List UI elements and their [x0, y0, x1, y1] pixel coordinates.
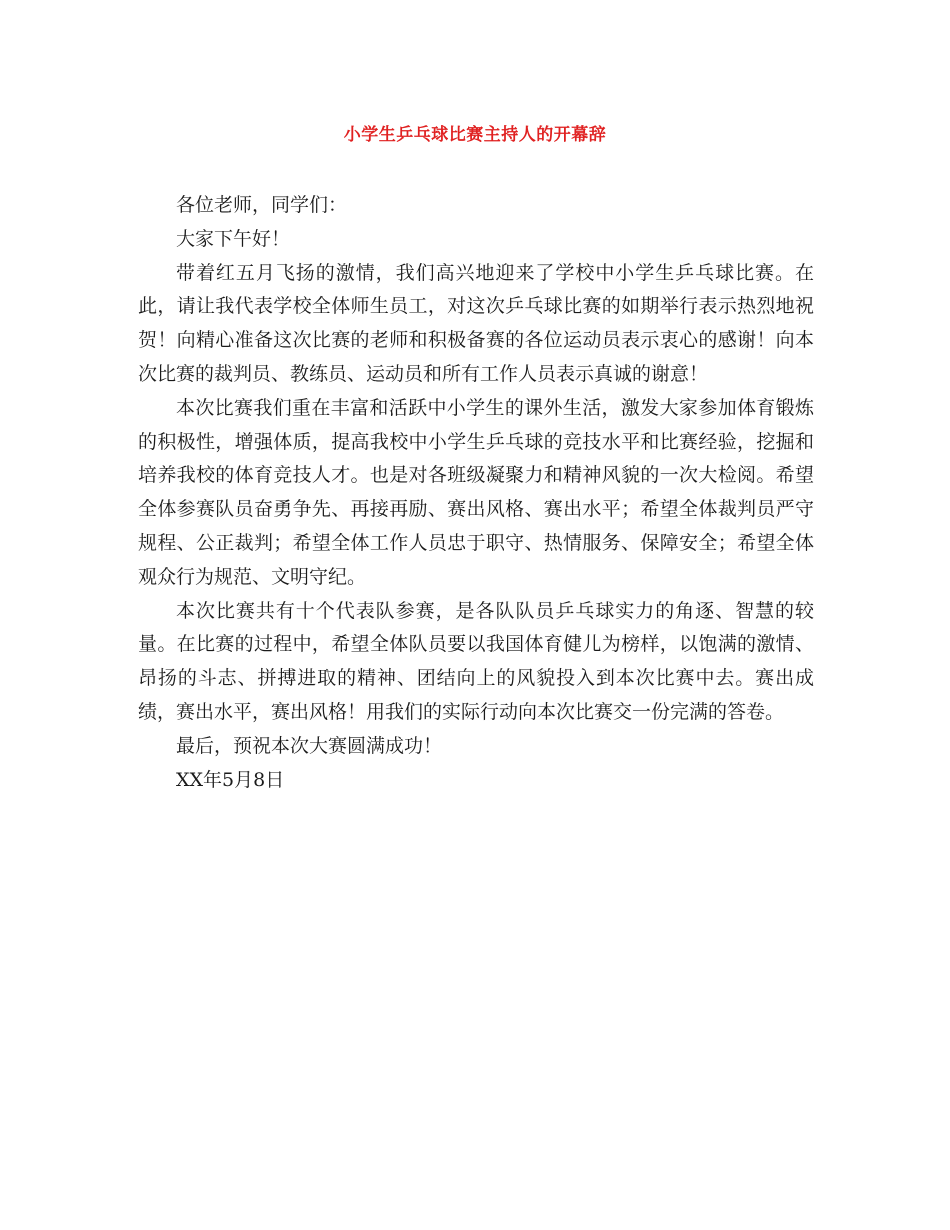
paragraph: 带着红五月飞扬的激情，我们高兴地迎来了学校中小学生乒乓球比赛。在此，请让我代表学校全体师生员工，对这次乒乓球比赛的如期举行表示热烈地祝贺！向精心准备这次比赛的老师和积极备赛的各位运动员表示衷心的感谢！向本次比赛的裁判员、教练员、运动员和所有工作人员表示真诚的谢意！ [138, 261, 814, 385]
document-title: 小学生乒乓球比赛主持人的开幕辞 [343, 125, 607, 145]
paragraph: 本次比赛共有十个代表队参赛，是各队队员乒乓球实力的角逐、智慧的较量。在比赛的过程中，希望全体队员要以我国体育健儿为榜样，以饱满的激情、昂扬的斗志、拼搏进取的精神、团结向上的风貌投入到本次比赛中去。赛出成绩，赛出水平，赛出风格！用我们的实际行动向本次比赛交一份完满的答卷。 [138, 599, 814, 723]
greeting: 大家下午好！ [176, 227, 291, 250]
document-date: XX年5月8日 [176, 768, 285, 791]
salutation: 各位老师，同学们： [176, 194, 348, 216]
document-body [138, 189, 814, 797]
paragraph: 本次比赛我们重在丰富和活跃中小学生的课外生活，激发大家参加体育锻炼的积极性，增强体质，提高我校中小学生乒乓球的竞技水平和比赛经验，挖掘和培养我校的体育竞技人才。也是对各班级凝聚力和精神风貌的一次大检阅。希望全体参赛队员奋勇争先、再接再励、赛出风格、赛出水平；希望全体裁判员严守规程、公正裁判；希望全体工作人员忠于职守、热情服务、保障安全；希望全体观众行为规范、文明守纪。 [138, 396, 814, 588]
closing-wish: 最后，预祝本次大赛圆满成功！ [176, 734, 443, 757]
